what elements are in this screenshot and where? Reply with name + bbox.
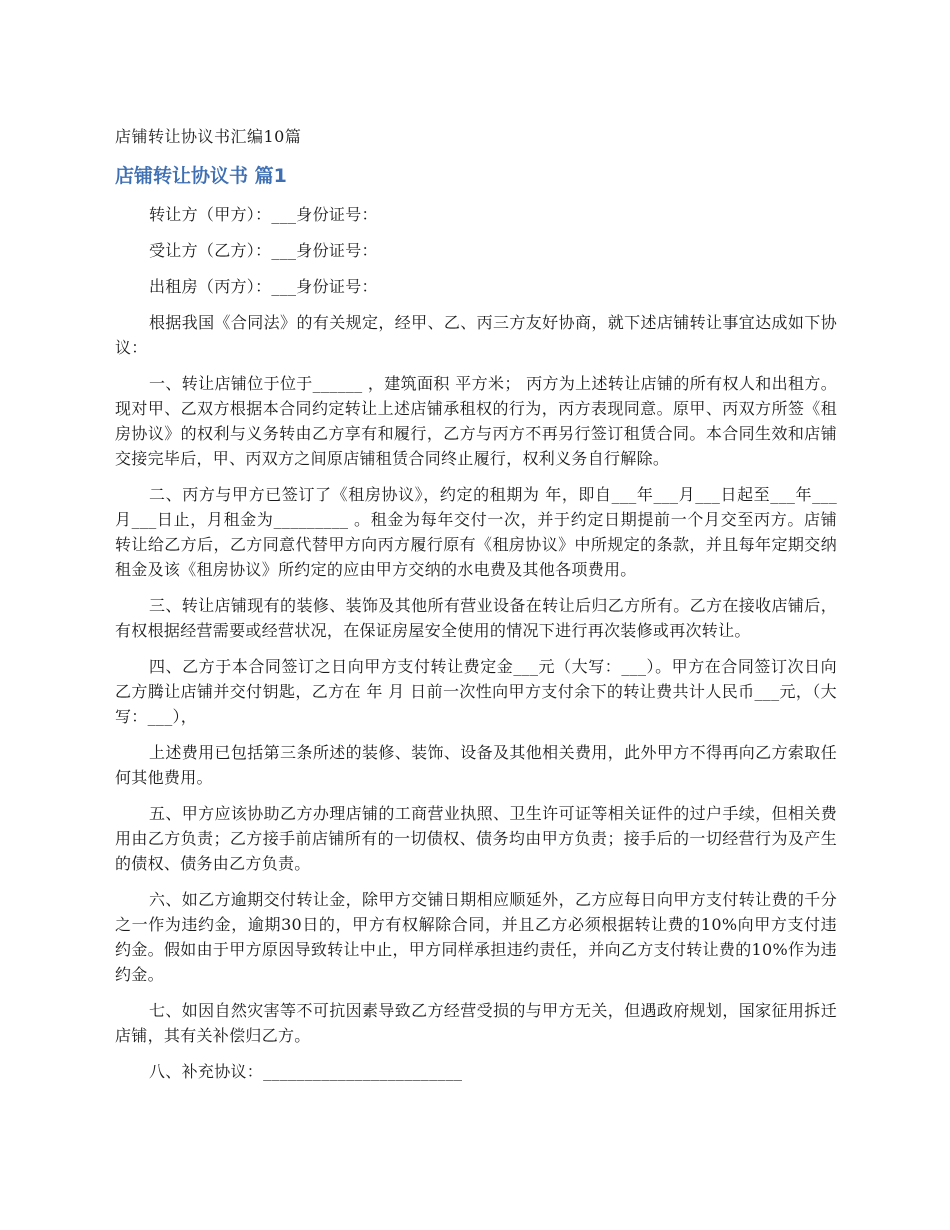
clause-5-paragraph: 五、甲方应该协助乙方办理店铺的工商营业执照、卫生许可证等相关证件的过户手续，但相关费用由乙方负责；乙方接手前店铺所有的一切债权、债务均由甲方负责；接手后的一切经营行为及产生的债权、债务由乙方负责。 xyxy=(115,804,837,873)
party-b-line: 受让方（乙方）：___身份证号： xyxy=(149,241,378,260)
clause-2-paragraph: 二、丙方与甲方已签订了《租房协议》，约定的租期为 年，即自___年___月___日起至___年___月___日止，月租金为_________ 。租金为每年交付一次，并于约定日期提前一个月交至丙方。店铺转让给乙方后，乙方同意代替甲方向丙方履行原有《租房协议》中所规定的条款，并且每年定期交纳租金及该《租房协议》所约定的应由甲方交纳的水电费及其他各项费用。 xyxy=(115,485,837,579)
clause-4-paragraph: 四、乙方于本合同签订之日向甲方支付转让费定金___元（大写：___）。甲方在合同签订次日向乙方腾让店铺并交付钥匙，乙方在 年 月 日前一次性向甲方支付余下的转让费共计人民币___元，（大写：___）， xyxy=(115,657,837,726)
document-body xyxy=(115,202,837,1095)
clause-6-paragraph: 六、如乙方逾期交付转让金，除甲方交铺日期相应顺延外，乙方应每日向甲方支付转让费的千分之一作为违约金，逾期30日的，甲方有权解除合同，并且乙方必须根据转让费的10%向甲方支付违约金。假如由于甲方原因导致转让中止，甲方同样承担违约责任，并向乙方支付转让费的10%作为违约金。 xyxy=(115,890,837,984)
preamble-paragraph: 根据我国《合同法》的有关规定，经甲、乙、丙三方友好协商，就下述店铺转让事宜达成如下协议： xyxy=(115,313,837,357)
party-a-line: 转让方（甲方）：___身份证号： xyxy=(149,205,378,224)
clause-3-paragraph: 三、转让店铺现有的装修、装饰及其他所有营业设备在转让后归乙方所有。乙方在接收店铺后，有权根据经营需要或经营状况，在保证房屋安全使用的情况下进行再次装修或再次转让。 xyxy=(115,596,837,640)
document-title: 店铺转让协议书汇编10篇 xyxy=(115,127,302,146)
clause-7-paragraph: 七、如因自然灾害等不可抗因素导致乙方经营受损的与甲方无关，但遇政府规划，国家征用拆迁店铺，其有关补偿归乙方。 xyxy=(115,1001,837,1045)
section-heading: 店铺转让协议书 篇1 xyxy=(115,165,287,187)
clause-1-paragraph: 一、转让店铺位于位于______ ，建筑面积 平方米； 丙方为上述转让店铺的所有权人和出租方。现对甲、乙双方根据本合同约定转让上述店铺承租权的行为，丙方表现同意。原甲、丙双方所签《租房协议》的权利与义务转由乙方享有和履行，乙方与丙方不再另行签订租赁合同。本合同生效和店铺交接完毕后，甲、丙双方之间原店铺租赁合同终止履行，权利义务自行解除。 xyxy=(115,374,837,468)
clause-8-paragraph: 八、补充协议：________________________ xyxy=(149,1062,463,1081)
clause-4-note-paragraph: 上述费用已包括第三条所述的装修、装饰、设备及其他相关费用，此外甲方不得再向乙方索取任何其他费用。 xyxy=(115,743,837,787)
party-c-line: 出租房（丙方）：___身份证号： xyxy=(149,277,378,296)
